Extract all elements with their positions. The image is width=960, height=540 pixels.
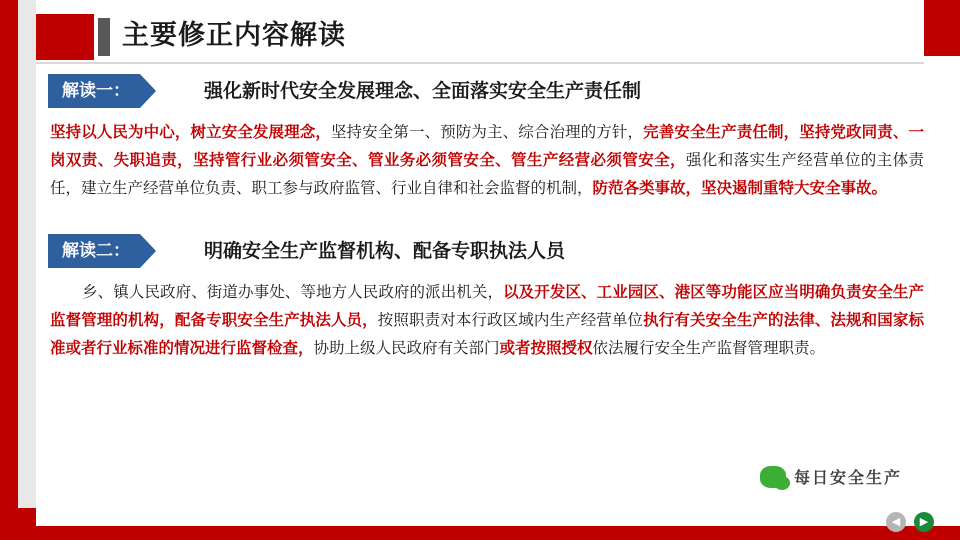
wechat-icon <box>760 466 786 488</box>
section-1 <box>40 74 930 202</box>
highlighted-text-run: 或者按照授权 <box>499 339 593 357</box>
highlighted-text-run: 执行有关安全生产的法律、法规和国家标准或者行业标准的情况进行监督检查， <box>50 311 924 357</box>
section-2 <box>40 234 930 362</box>
section-1-tag-arrow <box>140 74 156 108</box>
highlighted-text-run: 完善安全生产责任制，坚持党政同责、一岗双责、失职追责，坚持管行业必须管安全、管业务必须管安全、管生产经营必须管安全， <box>50 123 924 169</box>
highlighted-text-run: 防范各类事故，坚决遏制重特大安全事故。 <box>592 179 888 197</box>
highlighted-text-run: 坚持以人民为中心，树立安全发展理念， <box>50 123 331 141</box>
section-2-title: 明确安全生产监督机构、配备专职执法人员 <box>204 240 566 262</box>
section-1-paragraph <box>40 118 930 202</box>
section-1-title: 强化新时代安全发展理念、全面落实安全生产责任制 <box>204 80 642 102</box>
section-2-head <box>40 234 930 268</box>
header-divider <box>36 62 924 64</box>
slide-content <box>40 74 930 474</box>
slide-header <box>36 14 924 60</box>
left-gray-band <box>18 0 36 540</box>
header-red-block <box>36 14 94 60</box>
next-slide-button[interactable]: ▶ <box>914 512 934 532</box>
text-run: 强化和落实生产经营单位的主体责任，建立生产经营单位负责、职工参与政府监管、行业自律和社会监督的机制， <box>50 151 924 197</box>
slide-nav[interactable] <box>886 512 934 532</box>
text-run: 协助上级人民政府有关部门 <box>313 339 500 357</box>
highlighted-text-run: 以及开发区、工业园区、港区等功能区应当明确负责安全生产监督管理的机构，配备专职安全生产执法人员， <box>50 283 924 329</box>
text-run: 依法履行安全生产监督管理职责。 <box>592 339 826 357</box>
section-2-tag-arrow <box>140 234 156 268</box>
bottom-white-gap <box>36 508 960 526</box>
text-run: 乡、镇人民政府、街道办事处、等地方人民政府的派出机关， <box>82 283 504 301</box>
section-spacer <box>40 208 930 234</box>
header-gray-tab <box>98 18 110 56</box>
section-2-tag: 解读二： <box>48 234 140 268</box>
prev-slide-button[interactable]: ◀ <box>886 512 906 532</box>
wechat-label: 每日安全生产 <box>793 468 902 487</box>
wechat-badge <box>760 465 902 488</box>
text-run: 按照职责对本行政区域内生产经营单位 <box>377 311 644 329</box>
text-run: 坚持安全第一、预防为主、综合治理的方针， <box>330 123 644 141</box>
page-title: 主要修正内容解读 <box>122 20 346 51</box>
section-1-tag: 解读一： <box>48 74 140 108</box>
section-1-head <box>40 74 930 108</box>
top-right-red-block <box>924 0 960 56</box>
section-2-paragraph <box>40 278 930 362</box>
